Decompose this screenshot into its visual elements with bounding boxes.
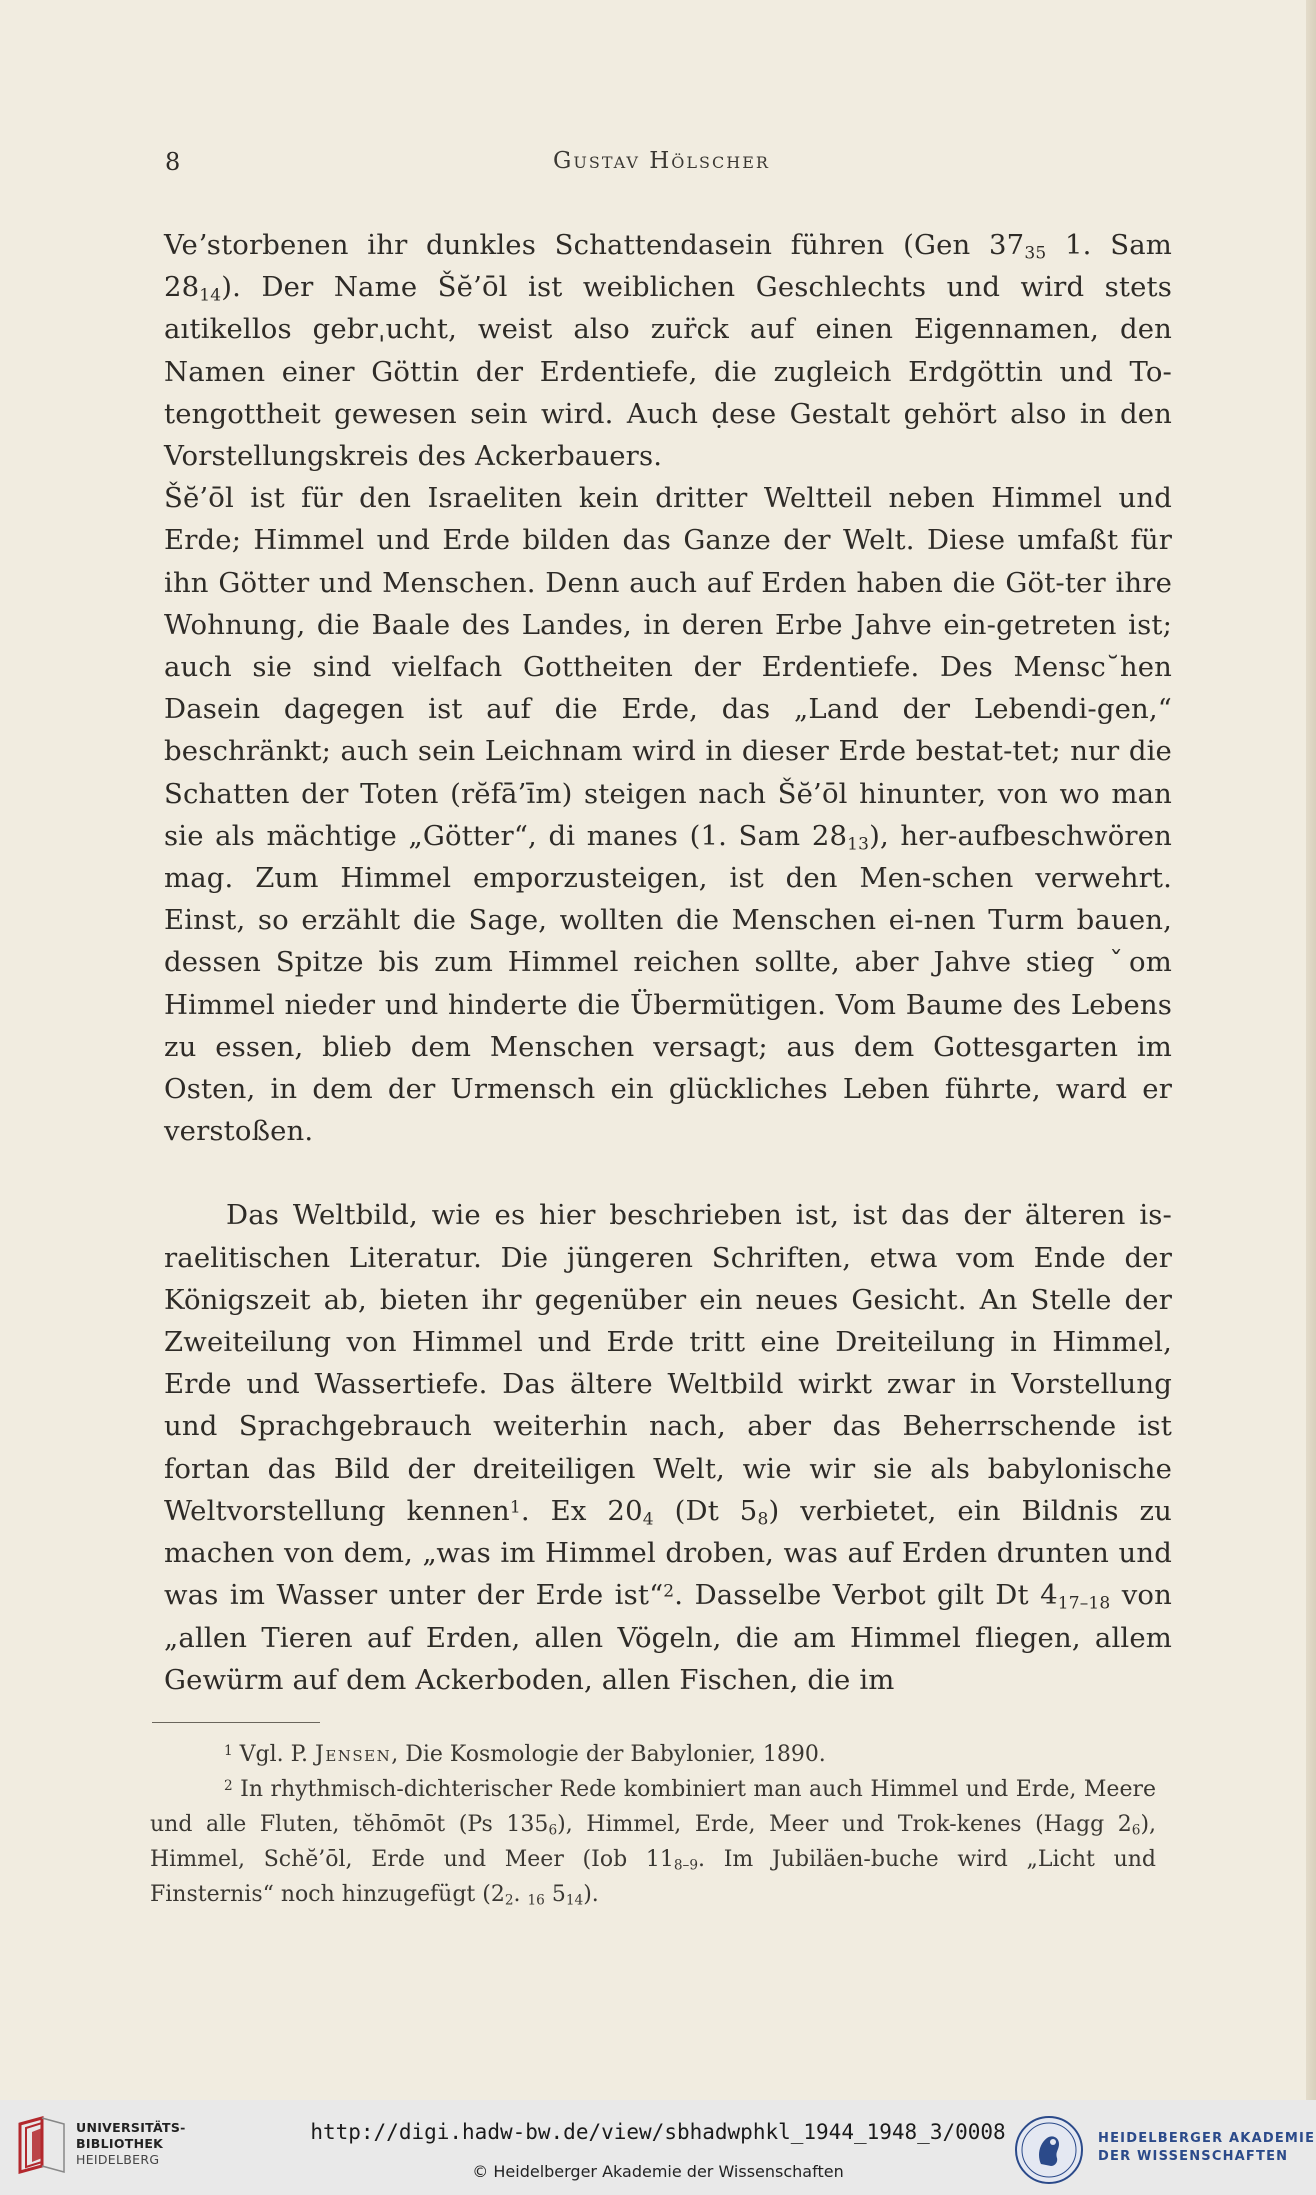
academy-name: HEIDELBERGER AKADEMIE DER WISSENSCHAFTEN [1098, 2131, 1316, 2164]
body-text [164, 224, 1172, 1701]
footnotes [150, 1737, 1156, 1912]
university-library-name: UNIVERSITÄTS- BIBLIOTHEK HEIDELBERG [76, 2120, 186, 2167]
footnote-ref-2[interactable]: 2 [663, 1581, 675, 1602]
footnote-2: $^2$ In rhythmisch-dichterischer Rede kombiniert man auch Himmel und Erde, Meere und alle Fluten, tĕhōmōt (Ps $135_6$), Himmel, Erde, Meer und Trok-kenes (Hagg $2_6$), Himmel, Schĕ’ōl, Erde und Meer (Iob $11_{8-9}$. Im Jubiläen-buche wird „Licht und Finsternis“ noch hinzugefügt ($2_2$. $_{16}$ $5_{14}$). [150, 1777, 1157, 1909]
paragraph-2: Das Weltbild, wie es hier beschrieben ist, ist das der älteren is-raelitischen Literatur. Die jüngeren Schriften, etwa vom Ende der Königszeit ab, bieten ihr gegenüber ein neues Gesicht. An Stelle der Zweiteilung von Himmel und Erde tritt eine Dreiteilung in Himmel, Erde und Wassertiefe. Das ältere Weltbild wirkt zwar in Vorstellung und Sprachgebrauch weiterhin nach, aber das Beherrschende ist fortan das Bild der dreiteiligen Welt, wie wir sie als babylonische Weltvorstellung kennen$^1$. Ex $20_4$ (Dt $5_8$) verbietet, ein Bildnis zu machen von dem, „was im Himmel droben, was auf Erden drunten und was im Wasser unter der Erde ist“$^2$. Dasselbe Verbot gilt Dt $4_{17-18}$ von „allen Tieren auf Erden, allen Vögeln, die am Himmel fliegen, allem Gewürm auf dem Ackerboden, allen Fischen, die im [164, 1199, 1172, 1696]
academy-seal-logo-icon[interactable] [1013, 2114, 1085, 2186]
copyright-notice: © Heidelberger Akademie der Wissenschaften [472, 2162, 844, 2181]
running-head: Gustav Hölscher [553, 148, 770, 174]
paragraph-1: Veʼstorbenen ihr dunkles Schattendasein führen (Gen $37_{35}$ 1. Sam $28_{14}$). Der Name Šĕ’ōl ist weiblichen Geschlechts und wird stets aıtikellos gebrˌucht, weist also zur̈ck auf einen Eigennamen, den Namen einer Göttin der Erdentiefe, die zugleich Erdgöttin und To-tengottheit gewesen sein wird. Auch ḍese Gestalt gehört also in den Vorstellungskreis des Ackerbauers. [164, 229, 1172, 473]
page-number: 8 [165, 148, 181, 176]
viewer-footer [0, 2100, 1316, 2195]
permalink-url[interactable]: http://digi.hadw-bw.de/view/sbhadwphkl_1944_1948_3/0008 [310, 2120, 1006, 2144]
footnote-1: $^1$ Vgl. P. Jensen, Die Kosmologie der Babylonier, 1890. [224, 1742, 826, 1767]
footnote-ref-1[interactable]: 1 [509, 1497, 521, 1518]
footnote-divider [152, 1722, 320, 1723]
paragraph-1b: Šĕ’ōl ist für den Israeliten kein dritter Weltteil neben Himmel und Erde; Himmel und Erde bilden das Ganze der Welt. Diese umfaßt für ihn Götter und Menschen. Denn auch auf Erden haben die Göt-ter ihre Wohnung, die Baale des Landes, in deren Erbe Jahve ein-getreten ist; auch sie sind vielfach Gottheiten der Erdentiefe. Des Mensc˘hen Dasein dagegen ist auf die Erde, das „Land der Lebendi-gen,“ beschränkt; auch sein Leichnam wird in dieser Erde bestat-tet; nur die Schatten der Toten (rĕfā’īm) steigen nach Šĕ’ōl hinunter, von wo man sie als mächtige „Götter“, di manes (1. Sam $28_{13}$), her-aufbeschwören mag. Zum Himmel emporzusteigen, ist den Men-schen verwehrt. Einst, so erzählt die Sage, wollten die Menschen ei-nen Turm bauen, dessen Spitze bis zum Himmel reichen sollte, aber Jahve stieg ˇom Himmel nieder und hinderte die Übermütigen. Vom Baume des Lebens zu essen, blieb dem Menschen versagt; aus dem Gottesgarten im Osten, in dem der Urmensch ein glückliches Leben führte, ward er verstoßen. [164, 482, 1173, 1148]
